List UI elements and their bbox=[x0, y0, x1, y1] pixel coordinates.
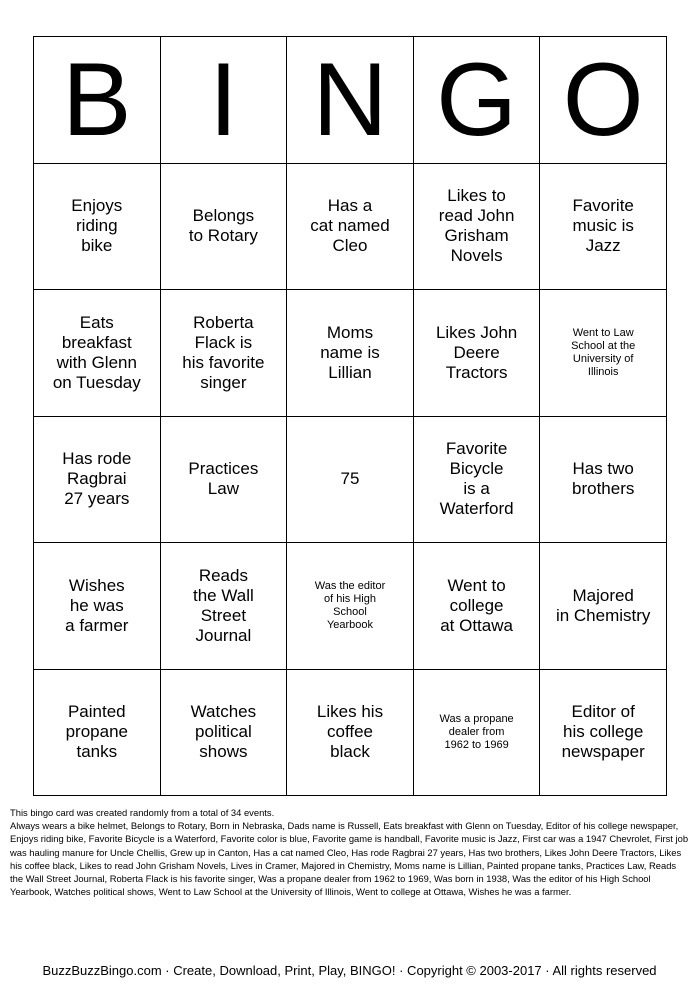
cell-text: Moms name is Lillian bbox=[320, 322, 380, 382]
bingo-cell bbox=[414, 543, 541, 670]
header-letter-b: B bbox=[34, 37, 161, 164]
bingo-cell bbox=[34, 670, 161, 797]
cell-text: 75 bbox=[340, 469, 360, 489]
cell-text: Favorite music is Jazz bbox=[572, 196, 634, 256]
bingo-cell bbox=[540, 670, 667, 797]
bingo-cell bbox=[540, 417, 667, 544]
cell-text: Wishes he was a farmer bbox=[65, 575, 129, 635]
footer-copyright: BuzzBuzzBingo.com · Create, Download, Print, Play, BINGO! · Copyright © 2003-2017 · All rights reserved bbox=[42, 963, 657, 978]
cell-text: Was a propane dealer from 1962 to 1969 bbox=[439, 712, 514, 751]
bingo-cell bbox=[34, 417, 161, 544]
bingo-cell bbox=[414, 670, 541, 797]
cell-text: Has two brothers bbox=[572, 459, 635, 499]
bingo-cell bbox=[287, 290, 414, 417]
cell-text: Eats breakfast with Glenn on Tuesday bbox=[52, 312, 141, 392]
cell-text: Enjoys riding bike bbox=[71, 196, 123, 256]
cell-text: Painted propane tanks bbox=[65, 702, 128, 762]
cell-text: Likes his coffee black bbox=[316, 702, 384, 762]
cell-text: Watches political shows bbox=[190, 702, 257, 762]
cell-text: Reads the Wall Street Journal bbox=[193, 565, 254, 645]
header-letter-g: G bbox=[414, 37, 541, 164]
bingo-cell bbox=[161, 670, 288, 797]
cell-text: Has a cat named Cleo bbox=[310, 196, 390, 256]
bingo-cell bbox=[540, 164, 667, 291]
bingo-cell bbox=[414, 290, 541, 417]
bingo-cell bbox=[287, 543, 414, 670]
cell-text: Favorite Bicycle is a Waterford bbox=[439, 439, 514, 519]
bingo-cell bbox=[287, 164, 414, 291]
cell-text: Editor of his college newspaper bbox=[561, 702, 645, 762]
header-letter-i: I bbox=[161, 37, 288, 164]
cell-text: Was the editor of his High School Yearbook bbox=[314, 579, 386, 631]
header-letter-o: O bbox=[540, 37, 667, 164]
bingo-cell bbox=[34, 290, 161, 417]
cell-text: Likes John Deere Tractors bbox=[435, 322, 518, 382]
cell-text: Went to college at Ottawa bbox=[440, 575, 513, 635]
bingo-cell bbox=[540, 543, 667, 670]
bingo-cell bbox=[540, 290, 667, 417]
cell-text: Practices Law bbox=[188, 459, 259, 499]
header-letter-n: N bbox=[287, 37, 414, 164]
free-space-cell bbox=[287, 417, 414, 544]
event-notes bbox=[10, 806, 690, 898]
bingo-cell bbox=[161, 543, 288, 670]
bingo-card bbox=[33, 36, 667, 796]
notes-intro: This bingo card was created randomly from a total of 34 events. bbox=[10, 807, 275, 818]
notes-event-list: Always wears a bike helmet, Belongs to Rotary, Born in Nebraska, Dads name is Russell, Eats breakfast with Glenn on Tuesday, Editor of his college newspaper, Enjoys riding bike, Favorite Bicycle is a Waterford, Favorite color is blue, Favorite game is handball, Favorite music is Jazz, First car was a 1947 Chevrolet, First job was hauling manure for Uncle Chellis, Grew up in Canton, Has a cat named Cleo, Has rode Ragbrai 27 years, Has two brothers, Likes John Deere Tractors, Likes his coffee black, Likes to read John Grisham Novels, Lives in Cramer, Majored in Chemistry, Moms name is Lillian, Painted propane tanks, Practices Law, Reads the Wall Street Journal, Roberta Flack is his favorite singer, Was a propane dealer from 1962 to 1969, Was born in 1938, Was the editor of his High School Yearbook, Watches political shows, Went to Law School at the University of Illinois, Went to college at Ottawa, Wishes he was a farmer. bbox=[10, 820, 689, 898]
bingo-cell bbox=[414, 164, 541, 291]
bingo-cell bbox=[161, 164, 288, 291]
bingo-cell bbox=[414, 417, 541, 544]
cell-text: Likes to read John Grisham Novels bbox=[438, 186, 515, 266]
bingo-cell bbox=[34, 543, 161, 670]
cell-text: Belongs to Rotary bbox=[188, 206, 258, 246]
bingo-cell bbox=[287, 670, 414, 797]
cell-text: Has rode Ragbrai 27 years bbox=[62, 449, 132, 509]
cell-text: Went to Law School at the University of Illinois bbox=[571, 326, 636, 378]
bingo-cell bbox=[161, 290, 288, 417]
bingo-cell bbox=[34, 164, 161, 291]
cell-text: Roberta Flack is his favorite singer bbox=[182, 312, 265, 392]
cell-text: Majored in Chemistry bbox=[555, 585, 651, 625]
bingo-cell bbox=[161, 417, 288, 544]
